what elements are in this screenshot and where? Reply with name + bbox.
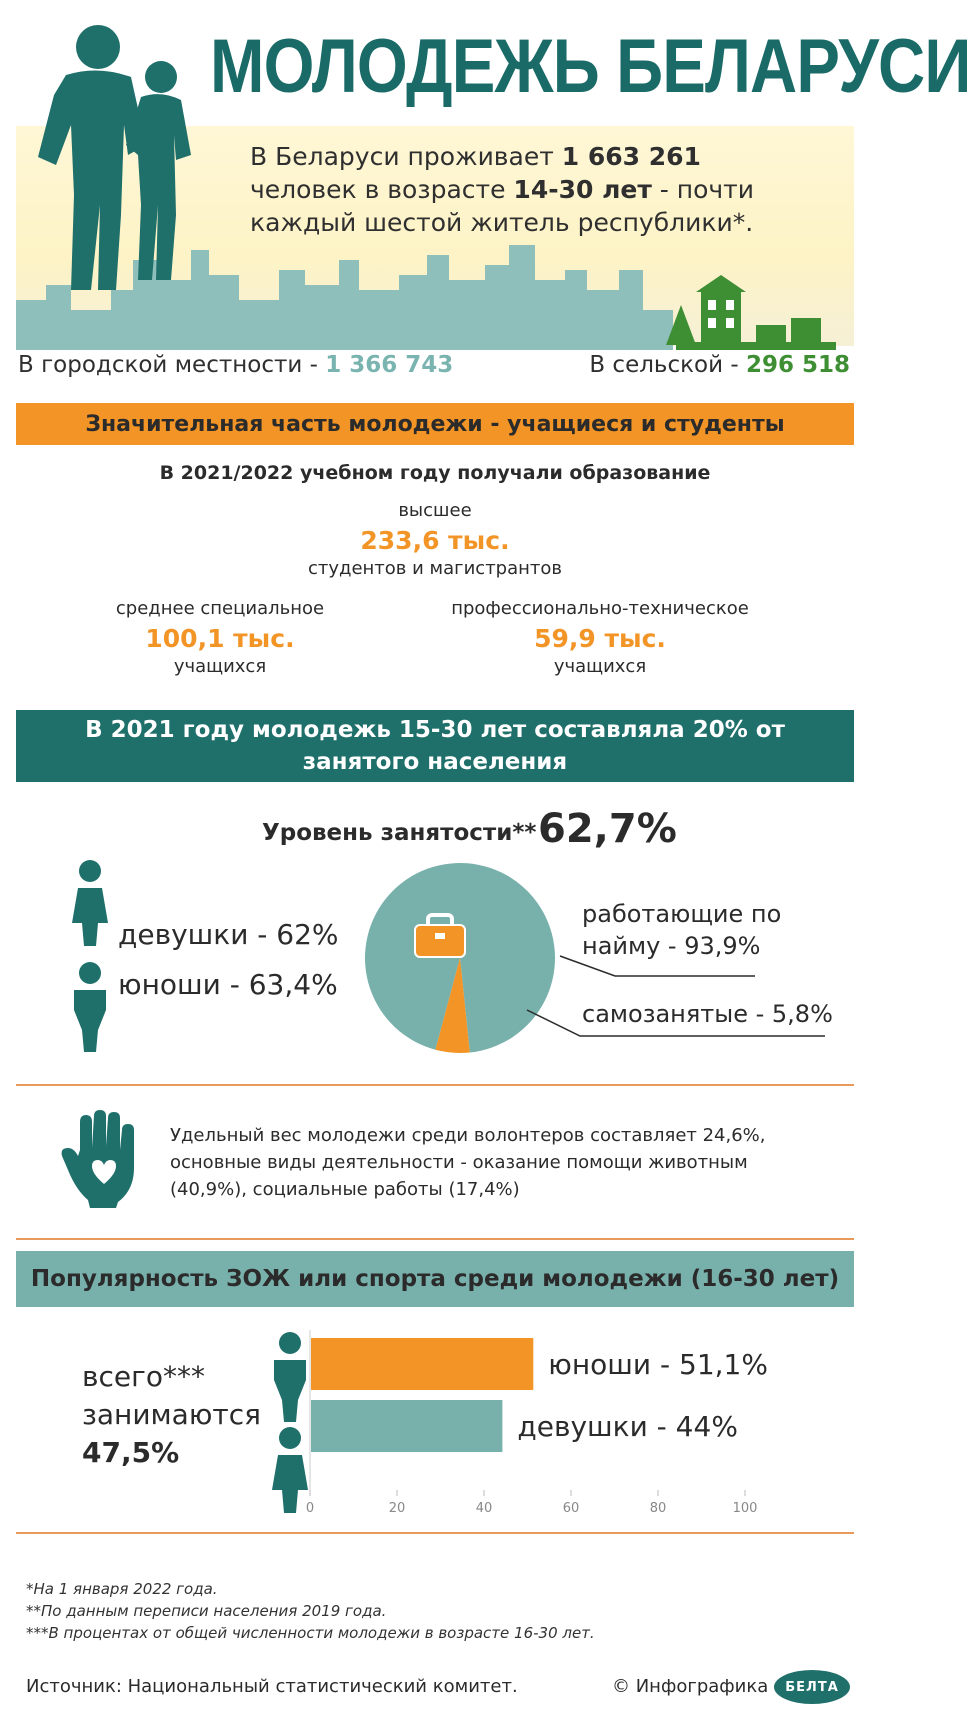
young-couple-silhouette [16, 15, 226, 315]
girls-employment: девушки - 62% [118, 918, 339, 951]
employment-level-label: Уровень занятости** [262, 820, 537, 846]
footnote-3: ***В процентах от общей численности молодежи в возрасте 16-30 лет. [26, 1624, 595, 1642]
intro-text: В Беларуси проживает 1 663 261 человек в возрасте 14-30 лет - почти каждый шестой житель республики*. [250, 142, 754, 237]
urban-population: В городской местности - 1 366 743 [18, 352, 454, 378]
footnote-1: *На 1 января 2022 года. [26, 1580, 218, 1598]
female-sport-icon [270, 1425, 310, 1515]
employment-band-line1: В 2021 году молодежь 15-30 лет составляла 20% от [85, 717, 785, 743]
rural-population: В сельской - 296 518 [589, 352, 850, 378]
bar-1 [311, 1400, 502, 1452]
divider-2 [16, 1238, 854, 1240]
vocational-note: учащихся [553, 656, 647, 677]
bar-chart-tick-label: 80 [649, 1501, 667, 1516]
hired-label-line2: найму - 93,9% [582, 932, 761, 960]
credit-text: © Инфографика [612, 1676, 769, 1697]
secondary-value: 100,1 тыс. [145, 624, 295, 653]
higher-label: высшее [398, 500, 472, 521]
self-employed-label: самозанятые - 5,8% [582, 1000, 833, 1028]
secondary-note: учащихся [173, 656, 267, 677]
divider-3 [16, 1532, 854, 1534]
source-text: Источник: Национальный статистический комитет. [26, 1676, 518, 1697]
secondary-label: среднее специальное [115, 598, 325, 619]
volunteer-line3: (40,9%), социальные работы (17,4%) [170, 1179, 520, 1200]
bar-chart-tick-label: 20 [388, 1501, 406, 1516]
hired-label-line1: работающие по [582, 900, 782, 928]
bar-chart-tick-label: 40 [475, 1501, 493, 1516]
volunteer-line1: Удельный вес молодежи среди волонтеров составляет 24,6%, [170, 1125, 766, 1146]
sport-total [82, 1358, 261, 1472]
footnote-2: **По данным переписи населения 2019 года. [26, 1602, 387, 1620]
bar-chart-tick-label: 0 [305, 1501, 315, 1516]
bar-label-0: юноши - 51,1% [548, 1348, 768, 1381]
belta-logo: БЕЛТА [774, 1670, 850, 1704]
page-title: МОЛОДЕЖЬ БЕЛАРУСИ [210, 24, 970, 109]
education-subtitle: В 2021/2022 учебном году получали образование [159, 462, 711, 484]
sport-bar-chart [305, 1330, 850, 1520]
volunteer-text [170, 1122, 766, 1203]
sport-total-value: 47,5% [82, 1436, 180, 1469]
higher-value: 233,6 тыс. [360, 526, 510, 555]
employment-band-line2: занятого населения [302, 749, 568, 775]
divider-1 [16, 1084, 854, 1086]
sport-band: Популярность ЗОЖ или спорта среди молодежи (16-30 лет) [16, 1251, 854, 1307]
employment-level-value: 62,7% [538, 806, 677, 852]
bar-0 [311, 1338, 533, 1390]
vocational-value: 59,9 тыс. [534, 624, 666, 653]
bar-chart-tick-label: 60 [562, 1501, 580, 1516]
female-icon [70, 858, 110, 948]
male-sport-icon [270, 1330, 310, 1425]
higher-note: студентов и магистрантов [307, 558, 563, 579]
vocational-label: профессионально-техническое [451, 598, 749, 619]
male-icon [70, 960, 110, 1055]
bar-label-1: девушки - 44% [517, 1410, 738, 1443]
education-band: Значительная часть молодежи - учащиеся и студенты [16, 403, 854, 445]
employment-band [16, 710, 854, 782]
volunteer-line2: основные виды деятельности - оказание помощи животным [170, 1152, 748, 1173]
helping-hand-heart-icon [62, 1110, 140, 1210]
sport-total-line1: всего*** [82, 1360, 205, 1393]
bar-chart-tick-label: 100 [732, 1501, 758, 1516]
sport-total-line2: занимаются [82, 1398, 261, 1431]
boys-employment: юноши - 63,4% [118, 968, 338, 1001]
